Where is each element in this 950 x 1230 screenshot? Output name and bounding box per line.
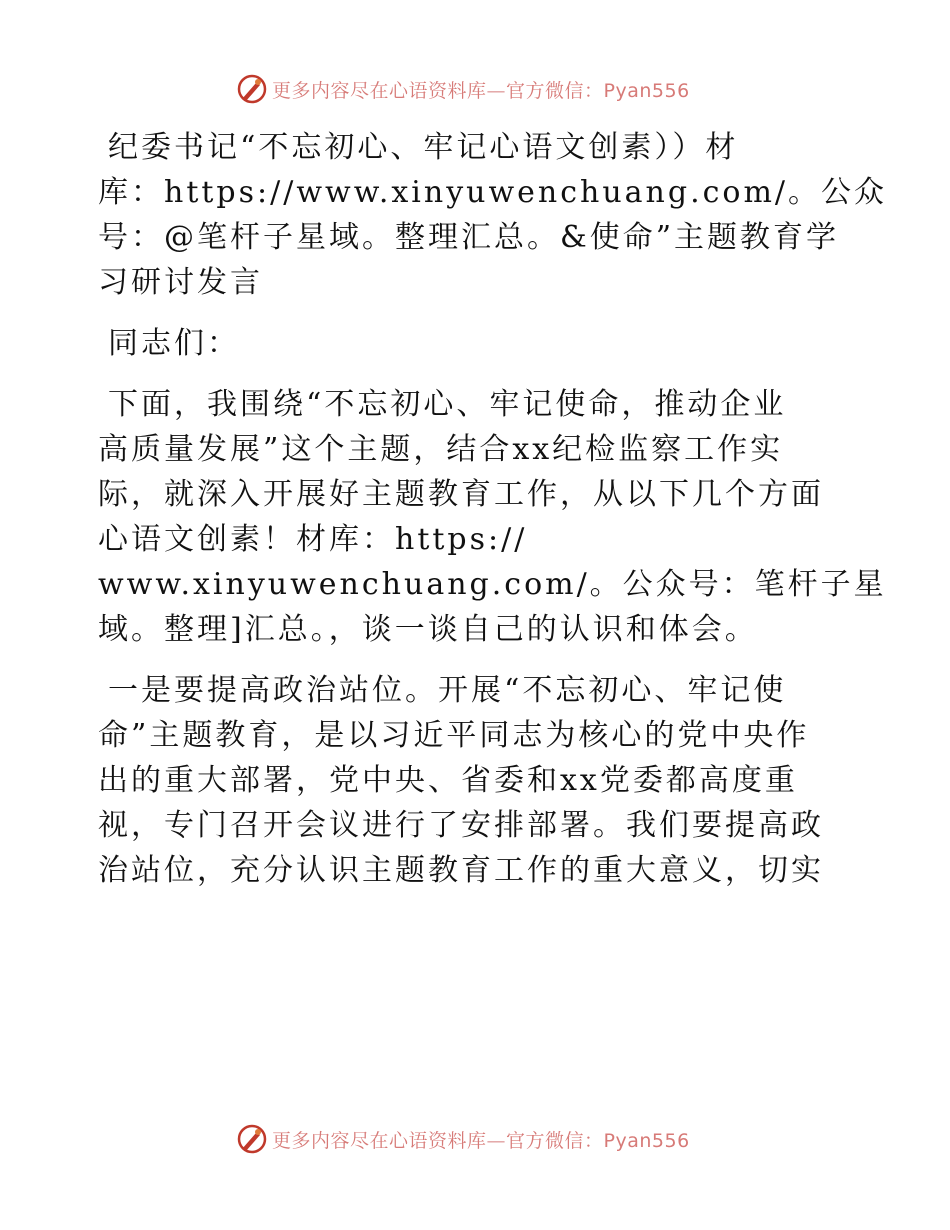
text-line: 出的重大部署，党中央、省委和xx党委都高度重 [98, 763, 798, 798]
text-line: 命”主题教育，是以习近平同志为核心的党中央作 [98, 718, 810, 753]
text-line: 高质量发展”这个主题，结合xx纪检监察工作实 [98, 432, 784, 467]
document-body [98, 125, 888, 909]
header-banner [236, 72, 690, 106]
banner-text: 更多内容尽在心语资料库—官方微信：Pyan556 [272, 1129, 690, 1152]
text-line: www.xinyuwenchuang.com/。公众号：笔杆子星 [98, 567, 887, 602]
text-line: 域。整理]汇总。，谈一谈自己的认识和体会。 [98, 612, 758, 647]
paragraph [98, 382, 887, 652]
text-line: 号：@笔杆子星域。整理汇总。&使命”主题教育学 [98, 220, 840, 255]
banner-text: 更多内容尽在心语资料库—官方微信：Pyan556 [272, 79, 690, 102]
text-line: 治站位，充分认识主题教育工作的重大意义，切实 [98, 853, 824, 888]
paragraph [98, 321, 858, 366]
text-line: 同志们： [108, 326, 240, 361]
pen-nib-circle-icon [236, 73, 268, 105]
text-line: 心语文创素！材库：https:// [98, 522, 528, 557]
text-line: 下面，我围绕“不忘初心、牢记使命，推动企业 [108, 387, 787, 422]
text-line: 习研讨发言 [98, 265, 263, 300]
paragraph [98, 125, 888, 305]
text-line: 纪委书记“不忘初心、牢记心语文创素））材 [108, 130, 739, 165]
footer-banner [236, 1122, 690, 1156]
text-line: 一是要提高政治站位。开展“不忘初心、牢记使 [108, 673, 787, 708]
text-line: 库：https://www.xinyuwenchuang.com/。公众 [98, 175, 888, 210]
text-line: 际，就深入开展好主题教育工作，从以下几个方面 [98, 477, 824, 512]
paragraph [98, 668, 858, 893]
pen-nib-circle-icon [236, 1123, 268, 1155]
text-line: 视，专门召开会议进行了安排部署。我们要提高政 [98, 808, 824, 843]
